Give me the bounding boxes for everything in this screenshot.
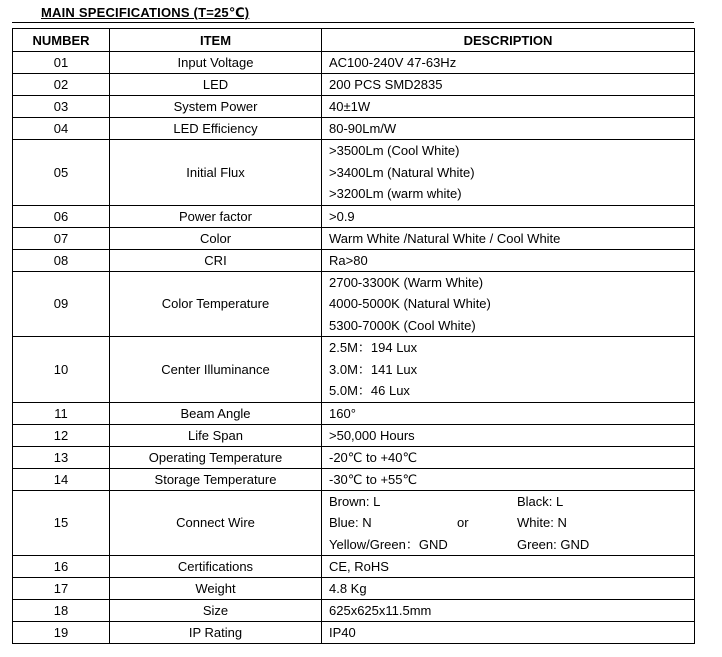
row-description: Ra>80 [322, 249, 695, 271]
row-description [322, 490, 695, 556]
row-item: Operating Temperature [110, 446, 322, 468]
row-item: Connect Wire [110, 490, 322, 556]
wire-left: Yellow/Green：GND [329, 536, 448, 552]
row-item: Storage Temperature [110, 468, 322, 490]
row-item: Center Illuminance [110, 337, 322, 403]
header-description: DESCRIPTION [322, 29, 695, 52]
row-description: IP40 [322, 622, 695, 644]
row-item: System Power [110, 96, 322, 118]
row-description [322, 271, 695, 337]
row-description [322, 337, 695, 403]
table-row [13, 205, 695, 227]
table-row [13, 578, 695, 600]
table-row [13, 118, 695, 140]
description-line: >3200Lm (warm white) [329, 186, 462, 201]
row-number: 09 [13, 271, 110, 337]
row-item: LED Efficiency [110, 118, 322, 140]
table-row [13, 556, 695, 578]
table-row [13, 271, 695, 337]
wire-right: Black: L [517, 493, 564, 509]
wire-right: White: N [517, 515, 567, 530]
table-row [13, 622, 695, 644]
row-number: 03 [13, 96, 110, 118]
row-item: CRI [110, 249, 322, 271]
row-number: 16 [13, 556, 110, 578]
row-number: 13 [13, 446, 110, 468]
row-number: 06 [13, 205, 110, 227]
header-row [13, 29, 695, 52]
row-number: 05 [13, 140, 110, 206]
table-row [13, 402, 695, 424]
title-rule [12, 22, 694, 23]
header-number: NUMBER [13, 29, 110, 52]
table-row [13, 74, 695, 96]
table-row [13, 446, 695, 468]
header-item: ITEM [110, 29, 322, 52]
row-item: Beam Angle [110, 402, 322, 424]
wire-left: Blue: N [329, 515, 372, 530]
specifications-table [12, 28, 695, 644]
row-item: Color Temperature [110, 271, 322, 337]
row-description: 4.8 Kg [322, 578, 695, 600]
row-description: 160° [322, 402, 695, 424]
description-line: 3.0M：141 Lux [329, 361, 418, 377]
table-row [13, 140, 695, 206]
table-row [13, 468, 695, 490]
row-number: 18 [13, 600, 110, 622]
table-row [13, 600, 695, 622]
wire-line [329, 512, 694, 534]
description-line: 5300-7000K (Cool White) [329, 317, 476, 333]
row-number: 07 [13, 227, 110, 249]
row-number: 04 [13, 118, 110, 140]
row-description: CE, RoHS [322, 556, 695, 578]
description-line: 5.0M：46 Lux [329, 383, 410, 398]
row-description: >0.9 [322, 205, 695, 227]
row-item: IP Rating [110, 622, 322, 644]
wire-left: Brown: L [329, 493, 381, 509]
table-row [13, 490, 695, 556]
row-number: 08 [13, 249, 110, 271]
row-number: 12 [13, 424, 110, 446]
wire-or: or [457, 515, 469, 530]
description-line: >3500Lm (Cool White) [329, 143, 460, 158]
row-description: >50,000 Hours [322, 424, 695, 446]
row-description: 40±1W [322, 96, 695, 118]
row-item: Certifications [110, 556, 322, 578]
row-item: Weight [110, 578, 322, 600]
row-item: LED [110, 74, 322, 96]
row-number: 17 [13, 578, 110, 600]
row-description: -20℃ to +40℃ [322, 446, 695, 468]
table-row [13, 52, 695, 74]
row-number: 02 [13, 74, 110, 96]
description-line: >3400Lm (Natural White) [329, 164, 475, 180]
row-description: 625x625x11.5mm [322, 600, 695, 622]
table-row [13, 249, 695, 271]
row-number: 15 [13, 490, 110, 556]
row-item: Power factor [110, 205, 322, 227]
row-number: 01 [13, 52, 110, 74]
row-number: 11 [13, 402, 110, 424]
row-item: Size [110, 600, 322, 622]
row-description [322, 140, 695, 206]
wire-line [329, 491, 694, 513]
row-number: 14 [13, 468, 110, 490]
row-number: 19 [13, 622, 110, 644]
table-body [13, 52, 695, 644]
table-row [13, 96, 695, 118]
table-row [13, 337, 695, 403]
table-row [13, 227, 695, 249]
row-description: -30℃ to +55℃ [322, 468, 695, 490]
description-line: 4000-5000K (Natural White) [329, 296, 491, 311]
row-number: 10 [13, 337, 110, 403]
row-item: Life Span [110, 424, 322, 446]
table-row [13, 424, 695, 446]
description-line: 2700-3300K (Warm White) [329, 274, 484, 290]
row-item: Input Voltage [110, 52, 322, 74]
row-item: Color [110, 227, 322, 249]
row-item: Initial Flux [110, 140, 322, 206]
row-description: 200 PCS SMD2835 [322, 74, 695, 96]
page-title: MAIN SPECIFICATIONS (T=25℃) [41, 5, 250, 20]
row-description: Warm White /Natural White / Cool White [322, 227, 695, 249]
wire-line [329, 534, 694, 556]
wire-right: Green: GND [517, 536, 590, 552]
row-description: AC100-240V 47-63Hz [322, 52, 695, 74]
description-line: 2.5M：194 Lux [329, 340, 418, 355]
row-description: 80-90Lm/W [322, 118, 695, 140]
